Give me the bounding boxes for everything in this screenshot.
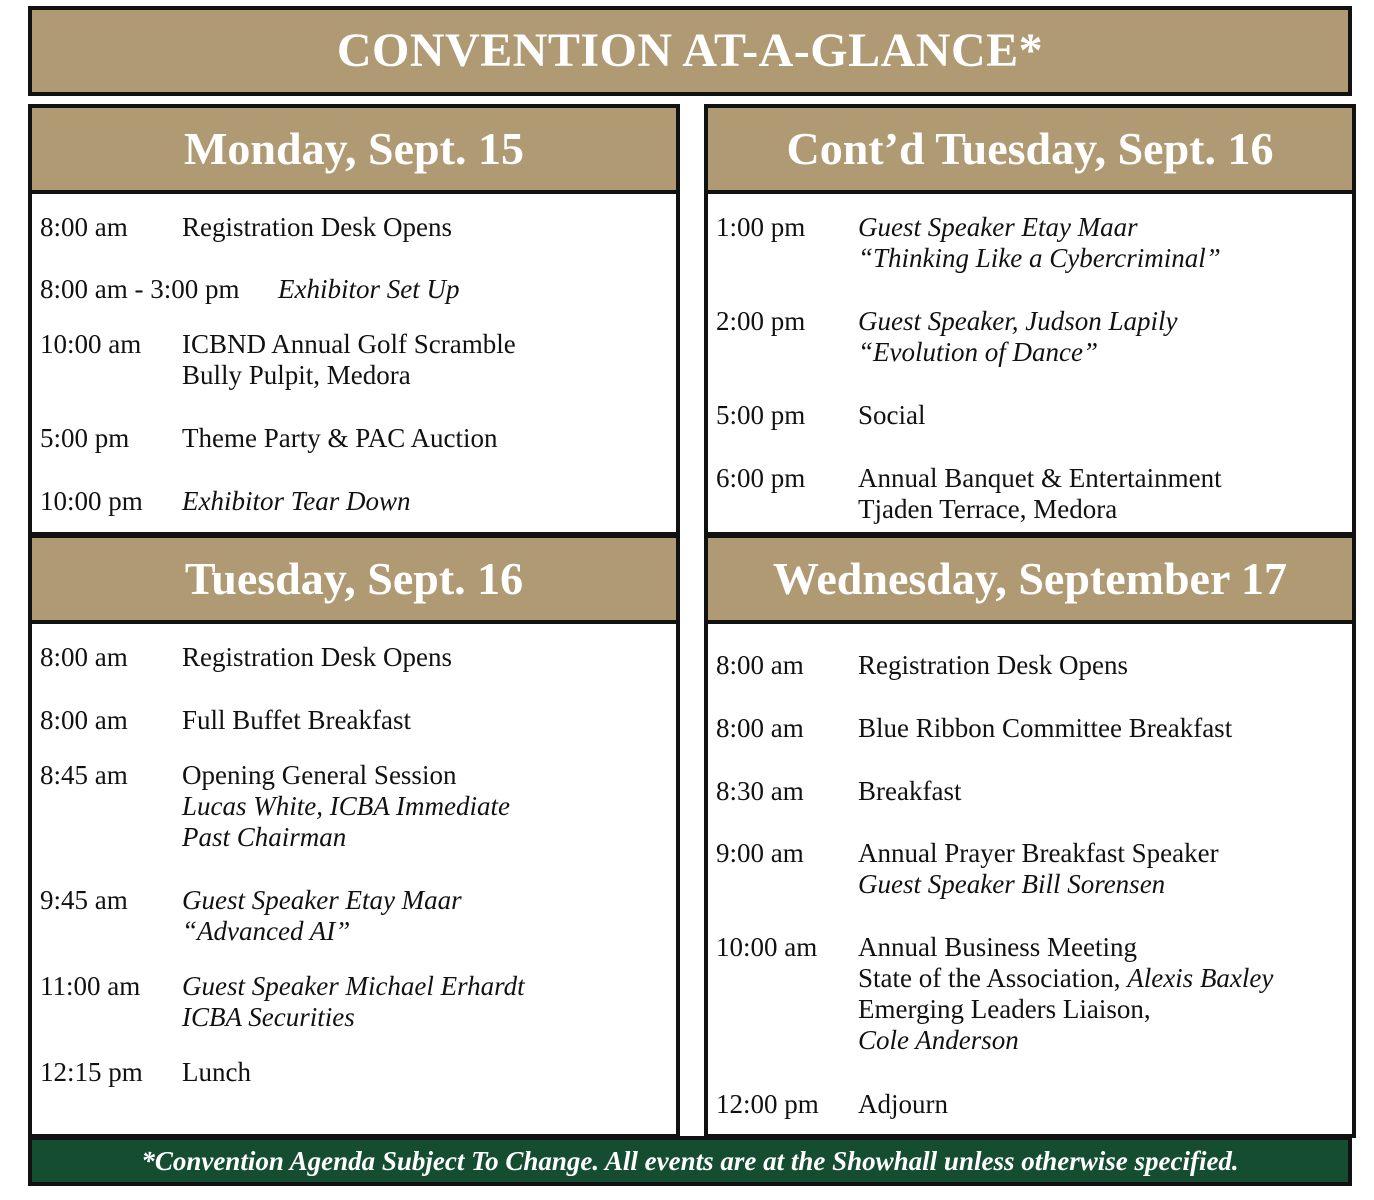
- event-detail-line: [858, 963, 1273, 994]
- event-speaker: Guest Speaker Etay Maar: [182, 885, 462, 915]
- event-time: 2:00 pm: [716, 306, 806, 336]
- day-heading-bar: [32, 538, 676, 624]
- event-time: 1:00 pm: [716, 212, 806, 242]
- event-detail: State of the Association,: [858, 963, 1121, 993]
- event-time: 11:00 am: [40, 971, 141, 1001]
- day-heading: Tuesday, Sept. 16: [184, 553, 524, 604]
- day-heading-bar: [32, 108, 676, 194]
- event-speaker-org: ICBA Securities: [182, 1002, 355, 1032]
- event-time: 8:45 am: [40, 760, 128, 790]
- day-heading-bar: [708, 538, 1352, 624]
- event-time: 8:00 am: [716, 650, 804, 680]
- event-time: 9:00 am: [716, 838, 804, 868]
- event-title: Exhibitor Tear Down: [182, 486, 411, 516]
- event-speaker-role: Past Chairman: [182, 822, 347, 852]
- event-location: Tjaden Terrace, Medora: [858, 494, 1118, 524]
- day-panel-wednesday: [704, 534, 1356, 1138]
- event-time: 8:00 am: [40, 705, 128, 735]
- event-title: Lunch: [182, 1057, 251, 1087]
- event-time: 6:00 pm: [716, 463, 806, 493]
- event-title: Theme Party & PAC Auction: [182, 423, 498, 453]
- event-title: Annual Prayer Breakfast Speaker: [858, 838, 1219, 868]
- event-time: 8:00 am: [40, 212, 128, 242]
- page-title: CONVENTION AT-A-GLANCE*: [336, 24, 1044, 77]
- event-time: 10:00 am: [40, 329, 142, 359]
- day-heading: Wednesday, September 17: [772, 553, 1288, 604]
- event-title: Breakfast: [858, 776, 962, 806]
- event-title: Annual Banquet & Entertainment: [858, 463, 1222, 493]
- event-time: 5:00 pm: [40, 423, 130, 453]
- event-speaker: Lucas White, ICBA Immediate: [182, 791, 510, 821]
- event-title: Annual Business Meeting: [858, 932, 1137, 962]
- event-speaker: Alexis Baxley: [1127, 963, 1274, 993]
- event-time: 5:00 pm: [716, 400, 806, 430]
- event-speaker: Guest Speaker Bill Sorensen: [858, 869, 1166, 899]
- event-time: 8:00 am: [40, 642, 128, 672]
- event-title: Registration Desk Opens: [858, 650, 1128, 680]
- event-title: Full Buffet Breakfast: [182, 705, 411, 735]
- event-speaker: Guest Speaker Michael Erhardt: [182, 971, 525, 1001]
- event-speaker: Guest Speaker Etay Maar: [858, 212, 1138, 242]
- event-time: 12:15 pm: [40, 1057, 143, 1087]
- day-heading-bar: [708, 108, 1352, 194]
- day-heading: Cont’d Tuesday, Sept. 16: [786, 123, 1274, 174]
- event-title: Registration Desk Opens: [182, 212, 452, 242]
- day-panel-tuesday: [28, 534, 680, 1138]
- page-title-banner: [28, 6, 1352, 96]
- event-title: Exhibitor Set Up: [278, 274, 460, 304]
- event-time: 8:00 am: [716, 713, 804, 743]
- event-talk-title: “Thinking Like a Cybercriminal”: [858, 243, 1221, 273]
- event-talk-title: “Advanced AI”: [182, 916, 351, 946]
- event-title: Social: [858, 400, 926, 430]
- day-panel-tuesday-contd: [704, 104, 1356, 536]
- day-heading: Monday, Sept. 15: [184, 123, 524, 174]
- event-title: Opening General Session: [182, 760, 457, 790]
- day-panel-monday: [28, 104, 680, 536]
- event-time: 12:00 pm: [716, 1089, 819, 1119]
- event-location: Bully Pulpit, Medora: [182, 360, 411, 390]
- event-title: ICBND Annual Golf Scramble: [182, 329, 516, 359]
- footer-note-bar: [28, 1136, 1352, 1186]
- event-title: Adjourn: [858, 1089, 948, 1119]
- event-time: 10:00 pm: [40, 486, 143, 516]
- event-talk-title: “Evolution of Dance”: [858, 337, 1098, 367]
- event-title: Blue Ribbon Committee Breakfast: [858, 713, 1233, 743]
- event-detail: Emerging Leaders Liaison,: [858, 994, 1151, 1024]
- event-speaker: Guest Speaker, Judson Lapily: [858, 306, 1178, 336]
- footer-note: *Convention Agenda Subject To Change. All events are at the Showhall unless otherwise specified.: [141, 1146, 1239, 1176]
- event-time: 9:45 am: [40, 885, 128, 915]
- event-time: 8:30 am: [716, 776, 804, 806]
- event-time: 10:00 am: [716, 932, 818, 962]
- event-title: Registration Desk Opens: [182, 642, 452, 672]
- event-time: 8:00 am - 3:00 pm: [40, 274, 240, 304]
- event-speaker: Cole Anderson: [858, 1025, 1019, 1055]
